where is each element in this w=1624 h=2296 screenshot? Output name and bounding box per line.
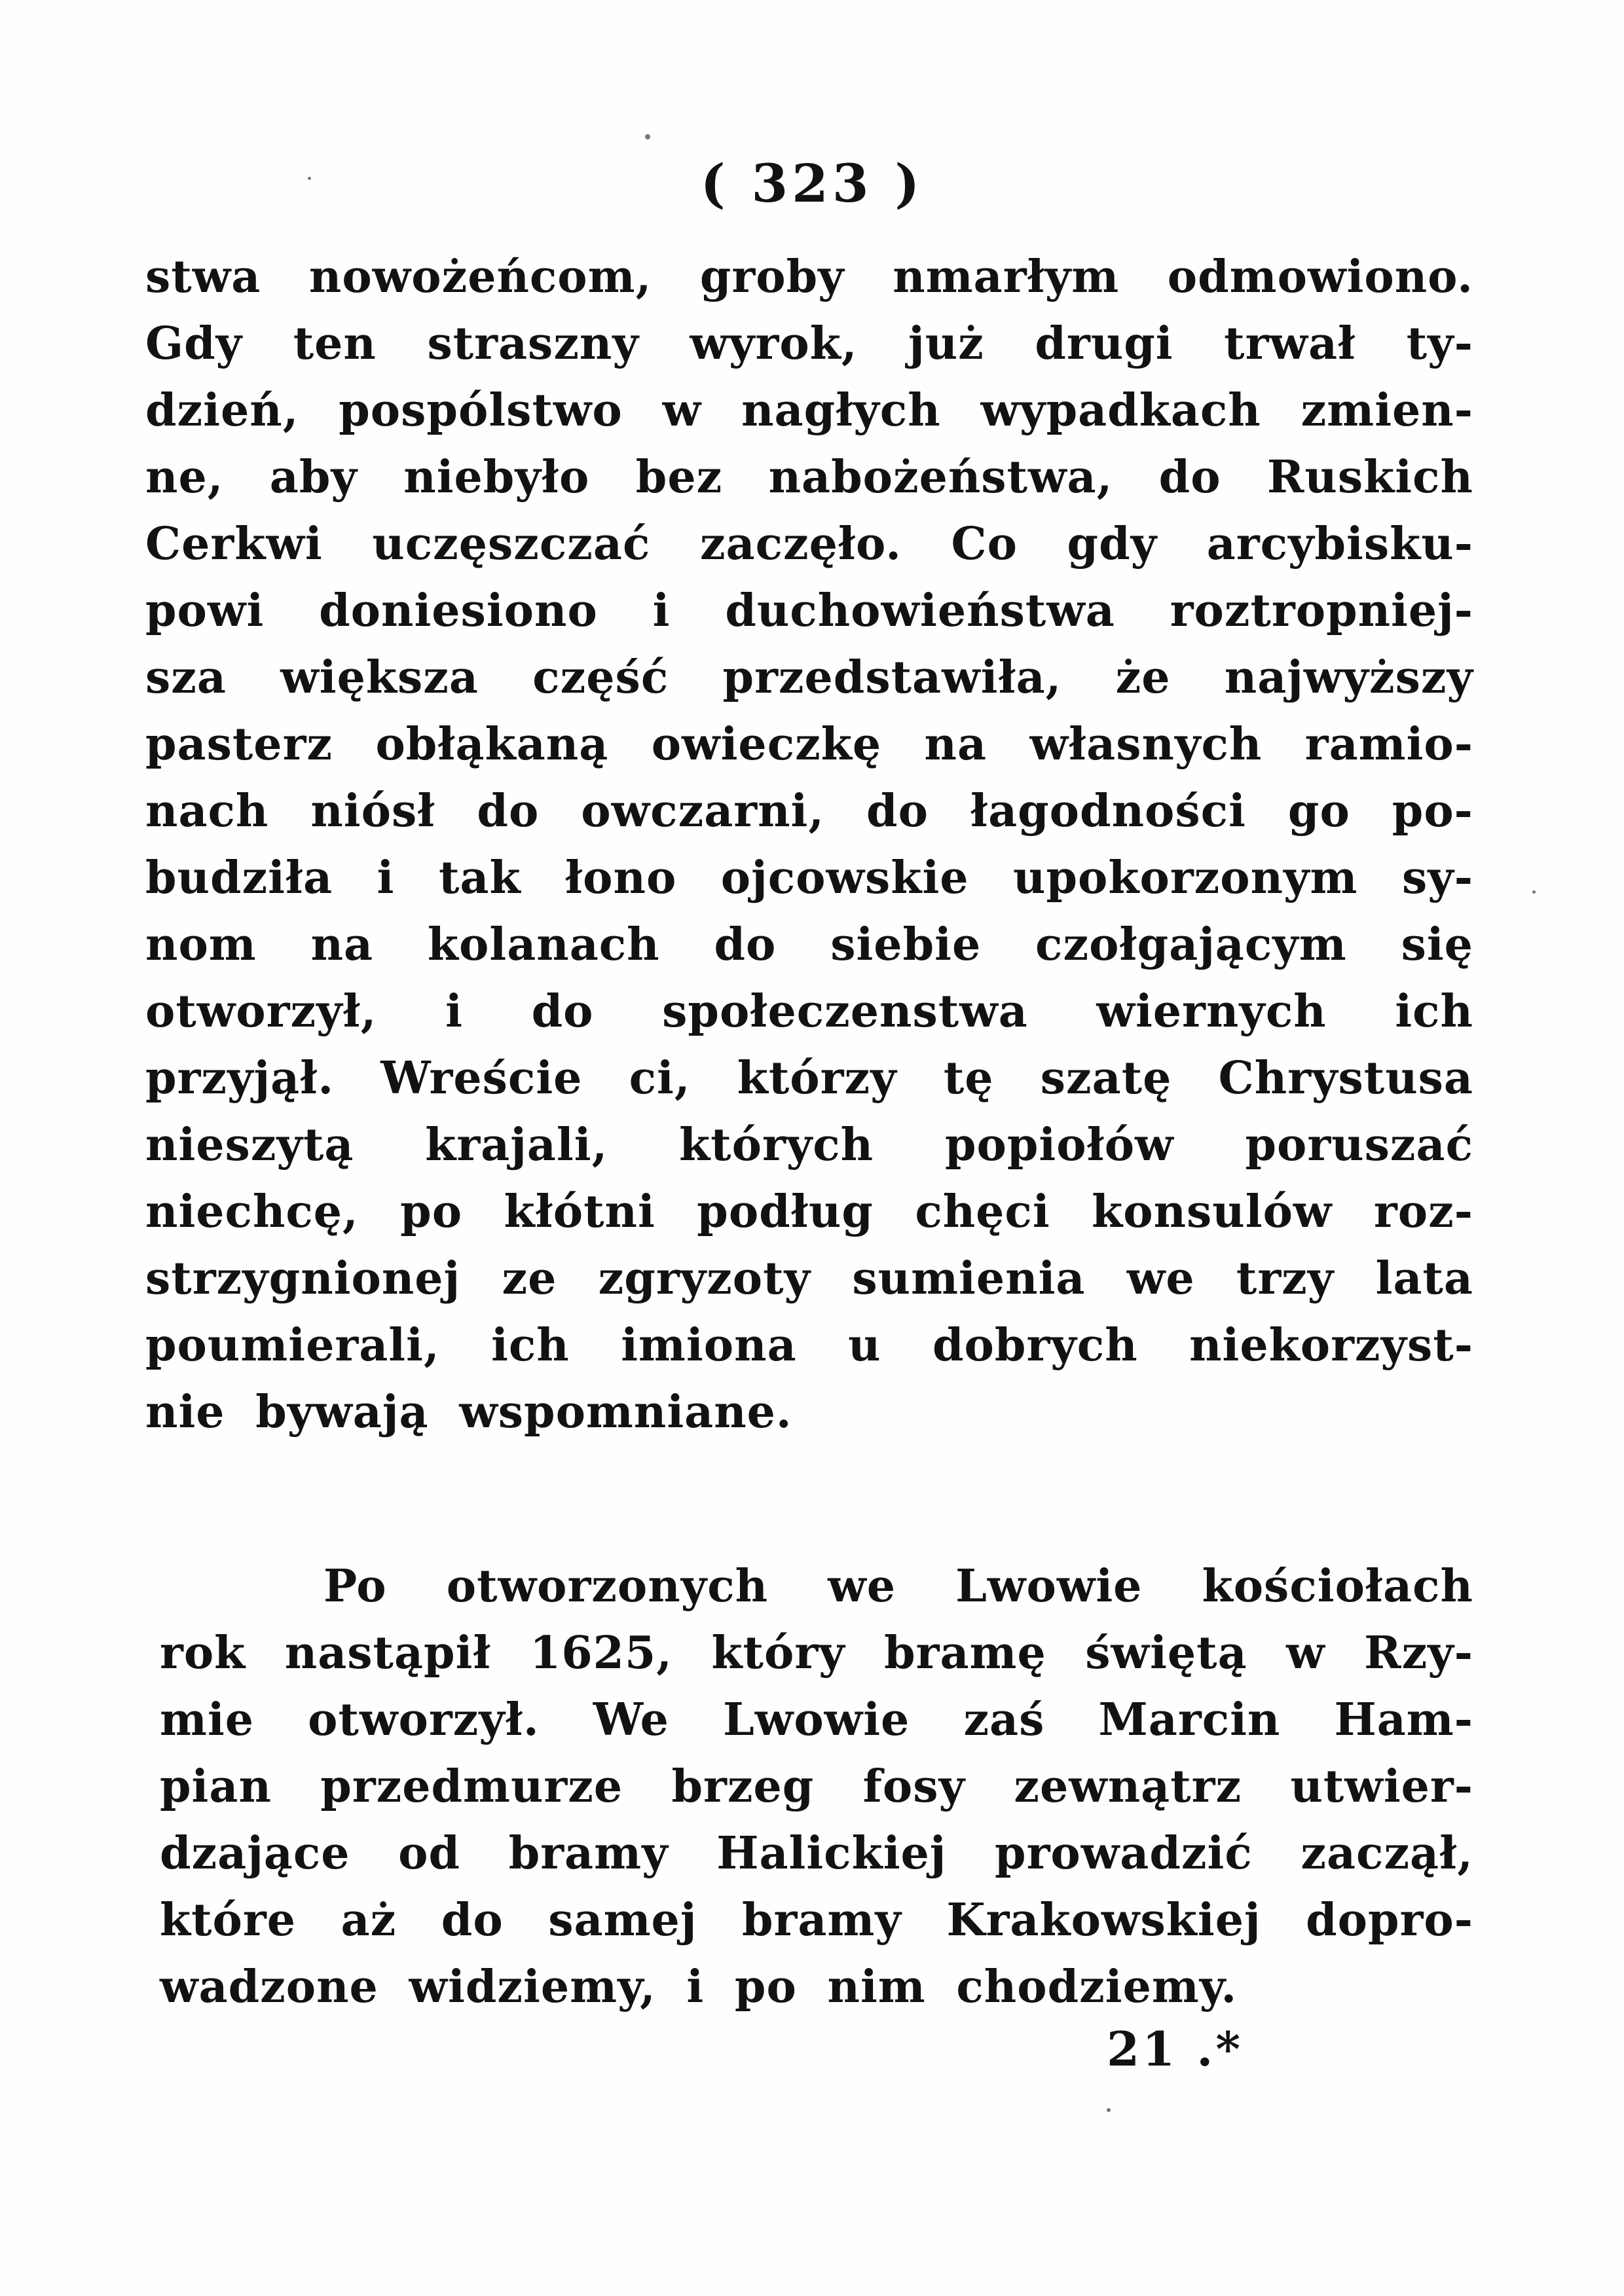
text-line: stwa nowożeńcom, groby nmarłym odmowiono. xyxy=(145,251,1473,303)
paragraph-2 xyxy=(160,1553,1473,2020)
text-line: Cerkwi uczęszczać zaczęło. Co gdy arcybisku- xyxy=(145,518,1473,570)
text-line: poumierali, ich imiona u dobrych niekorzyst- xyxy=(145,1319,1473,1372)
text-line: nach niósł do owczarni, do łagodności go po- xyxy=(145,785,1473,837)
paper-speck xyxy=(1532,890,1536,894)
text-line: mie otworzył. We Lwowie zaś Marcin Ham- xyxy=(160,1694,1473,1746)
text-line: budziła i tak łono ojcowskie upokorzonym sy- xyxy=(145,852,1473,904)
signature-mark: 21 .* xyxy=(1107,2021,1243,2077)
text-line: dzające od bramy Halickiej prowadzić zaczął, xyxy=(160,1827,1473,1880)
paper-speck xyxy=(1107,2108,1111,2112)
text-line: Gdy ten straszny wyrok, już drugi trwał ty- xyxy=(145,318,1473,370)
text-line: pian przedmurze brzeg fosy zewnątrz utwier- xyxy=(160,1760,1473,1813)
text-line: strzygnionej ze zgryzoty sumienia we trzy lata xyxy=(145,1252,1473,1305)
text-line: które aż do samej bramy Krakowskiej dopro- xyxy=(160,1894,1473,1946)
text-line: powi doniesiono i duchowieństwa roztropniej- xyxy=(145,585,1473,637)
text-line: wadzone widziemy, i po nim chodziemy. xyxy=(160,1961,1238,2013)
text-line: przyjął. Wreście ci, którzy tę szatę Chrystusa xyxy=(145,1052,1473,1104)
text-line: sza większa część przedstawiła, że najwyższy xyxy=(145,651,1473,704)
text-line: pasterz obłąkaną owieczkę na własnych ramio- xyxy=(145,718,1473,771)
text-line: otworzył, i do społeczenstwa wiernych ich xyxy=(145,985,1473,1038)
text-line: ne, aby niebyło bez nabożeństwa, do Ruskich xyxy=(145,451,1473,503)
text-line: nom na kolanach do siebie czołgającym się xyxy=(145,919,1473,971)
paper-speck xyxy=(645,134,650,139)
text-line: niechcę, po kłótni podług chęci konsulów roz- xyxy=(145,1186,1473,1238)
text-line: Po otworzonych we Lwowie kościołach xyxy=(323,1560,1473,1613)
text-line: nie bywają wspomniane. xyxy=(145,1386,792,1438)
text-line: rok nastąpił 1625, który bramę świętą w Rzy- xyxy=(160,1627,1473,1679)
paper-speck xyxy=(308,177,311,180)
text-line: dzień, pospólstwo w nagłych wypadkach zmien- xyxy=(145,384,1473,437)
paragraph-1 xyxy=(145,244,1473,1446)
text-line: nieszytą krajali, których popiołów poruszać xyxy=(145,1119,1473,1171)
page-number: ( 323 ) xyxy=(700,153,924,214)
